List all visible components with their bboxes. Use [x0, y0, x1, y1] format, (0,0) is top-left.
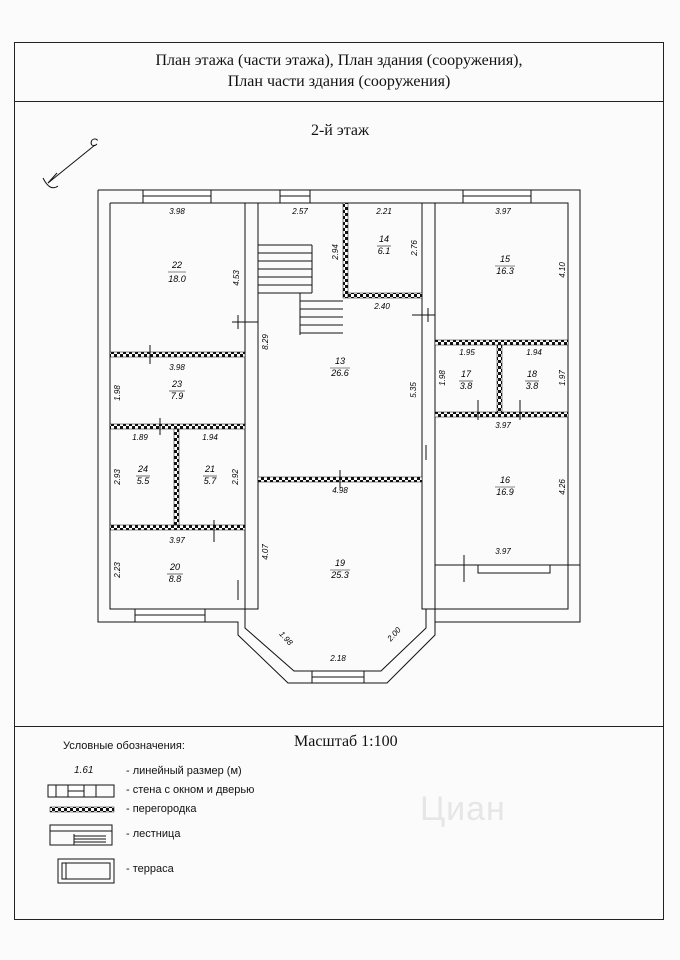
dimension-label: 1.95 — [459, 348, 475, 357]
scale-label: Масштаб 1:100 — [294, 733, 398, 750]
legend-label: - терраса — [126, 863, 174, 875]
compass-icon — [43, 137, 98, 188]
dimension-label: 4.53 — [232, 270, 241, 286]
svg-text:3.8: 3.8 — [525, 381, 539, 391]
svg-text:18.0: 18.0 — [168, 274, 186, 284]
dimension-label: 2.94 — [331, 244, 340, 260]
dimension-label: 2.18 — [330, 654, 346, 663]
room-13 — [330, 356, 350, 378]
title-line-1: План этажа (части этажа), План здания (сооружения), — [155, 52, 523, 69]
dimension-label: 2.23 — [113, 562, 122, 578]
legend-divider — [14, 726, 664, 727]
room-24 — [136, 464, 150, 486]
room-labels — [136, 234, 539, 584]
dimension-label: 2.00 — [385, 625, 403, 644]
legend-terrace — [46, 857, 346, 885]
title-line-2: План части здания (сооружения) — [227, 73, 451, 90]
dimension-label: 2.76 — [410, 240, 419, 256]
dimension-label: 1.98 — [438, 370, 447, 386]
dimension-label: 4.10 — [558, 262, 567, 278]
svg-text:19: 19 — [334, 558, 346, 568]
legend-wall — [46, 783, 346, 799]
legend-stairs — [46, 824, 346, 848]
svg-text:15: 15 — [499, 254, 511, 264]
dimension-label: 3.97 — [169, 536, 185, 545]
svg-text:13: 13 — [334, 356, 346, 366]
dimension-label: 2.92 — [231, 469, 240, 485]
wall-symbol-icon — [46, 783, 116, 799]
dimension-label: 3.97 — [495, 421, 511, 430]
svg-text:8.8: 8.8 — [168, 574, 182, 584]
dimension-label: 3.98 — [169, 207, 185, 216]
compass-label: С — [90, 137, 98, 149]
room-22 — [168, 260, 186, 284]
dimension-label: 2.21 — [376, 207, 392, 216]
legend-label: - линейный размер (м) — [126, 765, 242, 777]
legend-label: - стена с окном и дверью — [126, 784, 255, 796]
legend-sample-dimension: 1.61 — [74, 765, 94, 776]
svg-text:25.3: 25.3 — [331, 570, 349, 580]
dimension-label: 1.94 — [526, 348, 542, 357]
dimension-label: 4.98 — [332, 486, 348, 495]
room-15 — [495, 254, 515, 276]
dimension-label: 3.97 — [495, 207, 511, 216]
legend-label: - лестница — [126, 828, 181, 840]
svg-text:5.5: 5.5 — [136, 476, 150, 486]
svg-text:6.1: 6.1 — [377, 246, 391, 256]
partition-symbol-icon — [46, 802, 116, 818]
dimension-label: 1.89 — [132, 433, 148, 442]
room-19 — [330, 558, 350, 580]
dimension-label: 3.98 — [169, 363, 185, 372]
svg-text:14: 14 — [378, 234, 390, 244]
svg-text:16: 16 — [499, 475, 511, 485]
svg-text:23: 23 — [171, 379, 183, 389]
room-20 — [167, 562, 183, 584]
svg-text:21: 21 — [204, 464, 216, 474]
svg-text:24: 24 — [137, 464, 149, 474]
terrace-symbol-icon — [46, 857, 116, 885]
svg-text:17: 17 — [460, 369, 472, 379]
dimension-label: 1.94 — [202, 433, 218, 442]
room-16 — [495, 475, 515, 497]
dimension-label: 1.97 — [558, 370, 567, 386]
svg-text:5.7: 5.7 — [203, 476, 217, 486]
stairs-symbol-icon — [46, 824, 116, 848]
watermark: Циан — [420, 790, 506, 828]
room-21 — [203, 464, 217, 486]
legend-partition — [46, 802, 346, 818]
svg-text:7.9: 7.9 — [170, 391, 184, 401]
svg-text:16.9: 16.9 — [496, 487, 514, 497]
dimension-label: 1.98 — [113, 385, 122, 401]
dimension-label: 2.40 — [374, 302, 390, 311]
dimension-label: 2.57 — [292, 207, 308, 216]
room-14 — [377, 234, 391, 256]
svg-text:26.6: 26.6 — [331, 368, 349, 378]
svg-text:3.8: 3.8 — [459, 381, 473, 391]
dimension-label: 1.98 — [277, 629, 295, 648]
dimension-label: 3.97 — [495, 547, 511, 556]
room-23 — [169, 379, 185, 401]
dimension-label: 5.35 — [409, 382, 418, 398]
legend-dimension — [46, 764, 346, 780]
legend-label: - перегородка — [126, 803, 197, 815]
dimension-label: 4.26 — [558, 479, 567, 495]
svg-text:22: 22 — [171, 260, 183, 270]
room-18 — [525, 369, 539, 391]
dimension-label: 4.07 — [261, 544, 270, 560]
room-17 — [459, 369, 473, 391]
dimension-label: 2.93 — [113, 469, 122, 485]
floor-title: 2-й этаж — [310, 122, 370, 139]
svg-text:18: 18 — [526, 369, 538, 379]
legend-title: Условные обозначения: — [63, 740, 185, 752]
dimension-label: 8.29 — [261, 334, 270, 350]
svg-text:16.3: 16.3 — [496, 266, 514, 276]
svg-text:20: 20 — [169, 562, 181, 572]
